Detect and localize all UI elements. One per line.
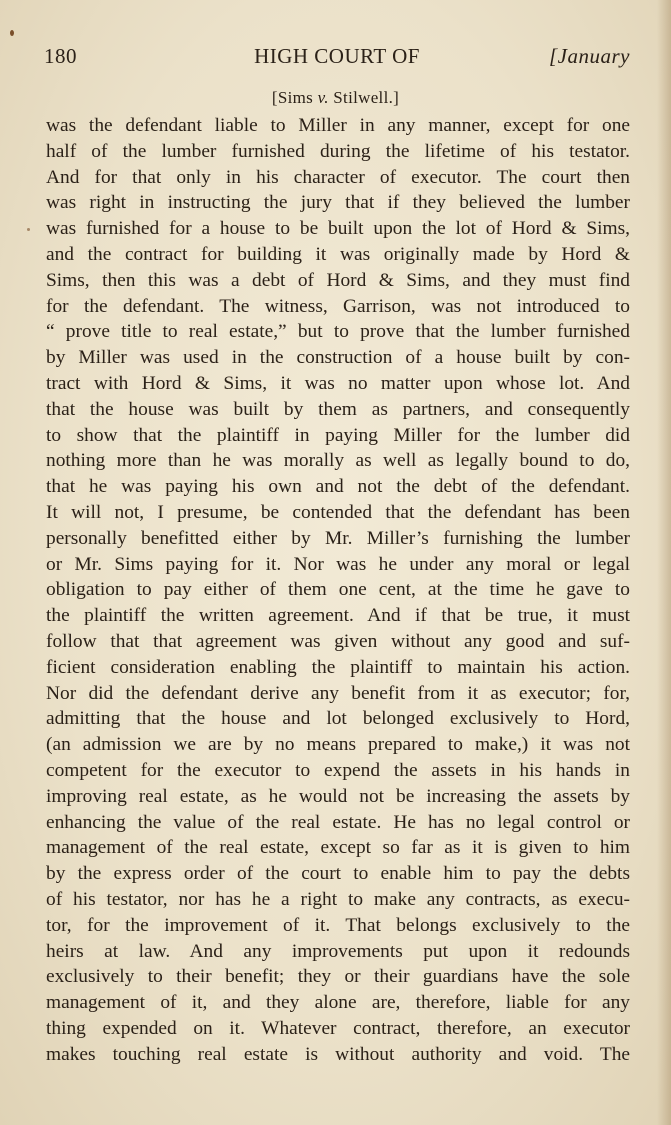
text-line: ficient consideration enabling the plaintiff to maintain his action. — [46, 656, 630, 678]
paper-blemish — [27, 228, 30, 231]
body-text — [46, 113, 630, 1067]
text-line: and the contract for building it was originally made by Hord & — [46, 243, 630, 265]
text-line: management of it, and they alone are, therefore, liable for any — [46, 992, 630, 1014]
text-line: It will not, I presume, be contended that the defendant has been — [46, 501, 630, 523]
versus-abbrev: v. — [317, 88, 329, 107]
text-line: follow that that agreement was given without any good and suf- — [46, 630, 630, 652]
text-line: exclusively to their benefit; they or their guardians have the sole — [46, 966, 630, 988]
text-line: tract with Hord & Sims, it was no matter upon whose lot. And — [46, 372, 630, 394]
text-line: thing expended on it. Whatever contract, therefore, an executor — [46, 1017, 630, 1039]
text-line: or Mr. Sims paying for it. Nor was he under any moral or legal — [46, 553, 630, 575]
text-line: Nor did the defendant derive any benefit from it as executor; for, — [46, 682, 630, 704]
case-caption: [Sims v. Stilwell.] — [271, 88, 400, 107]
text-line: obligation to pay either of them one cent, at the time he gave to — [46, 579, 630, 601]
text-line: admitting that the house and lot belonged exclusively to Hord, — [46, 708, 630, 730]
text-line: for the defendant. The witness, Garrison, was not introduced to — [46, 295, 630, 317]
text-line: nothing more than he was morally as well as legally bound to do, — [46, 450, 630, 472]
text-line: that he was paying his own and not the debt of the defendant. — [46, 476, 630, 498]
text-line: the plaintiff the written agreement. And if that be true, it must — [46, 605, 630, 627]
text-line: And for that only in his character of executor. The court then — [46, 166, 630, 188]
text-line: was furnished for a house to be built upon the lot of Hord & Sims, — [46, 218, 630, 240]
text-line: Sims, then this was a debt of Hord & Sims, and they must find — [46, 269, 630, 291]
page-edge-shadow — [657, 0, 671, 1125]
page-number: 180 — [44, 44, 77, 68]
text-line: makes touching real estate is without authority and void. The — [46, 1043, 630, 1065]
text-line: (an admission we are by no means prepared to make,) it was not — [46, 734, 630, 756]
text-line: of his testator, nor has he a right to make any contracts, as execu- — [46, 888, 630, 910]
text-line: by Miller was used in the construction of a house built by con- — [46, 347, 630, 369]
text-line: half of the lumber furnished during the lifetime of his testator. — [46, 140, 630, 162]
text-line: enhancing the value of the real estate. He has no legal control or — [46, 811, 630, 833]
text-line: was the defendant liable to Miller in any manner, except for one — [46, 115, 630, 136]
running-head — [44, 44, 630, 74]
text-line: “ prove title to real estate,” but to prove that the lumber furnished — [46, 321, 630, 343]
text-line: was right in instructing the jury that if they believed the lumber — [46, 192, 630, 214]
text-line: by the express order of the court to enable him to pay the debts — [46, 863, 630, 885]
text-line: that the house was built by them as partners, and consequently — [46, 398, 630, 420]
paper-blemish — [10, 30, 14, 36]
text-line: to show that the plaintiff in paying Miller for the lumber did — [46, 424, 630, 446]
court-title: HIGH COURT OF — [254, 44, 420, 68]
text-line: tor, for the improvement of it. That belongs exclusively to the — [46, 914, 630, 936]
text-line: improving real estate, as he would not be increasing the assets by — [46, 785, 630, 807]
term-label: [January — [549, 44, 630, 68]
text-line: heirs at law. And any improvements put upon it redounds — [46, 940, 630, 962]
text-line: competent for the executor to expend the assets in his hands in — [46, 759, 630, 781]
text-line: personally benefitted either by Mr. Miller’s furnishing the lumber — [46, 527, 630, 549]
text-line: management of the real estate, except so far as it is given to him — [46, 837, 630, 859]
